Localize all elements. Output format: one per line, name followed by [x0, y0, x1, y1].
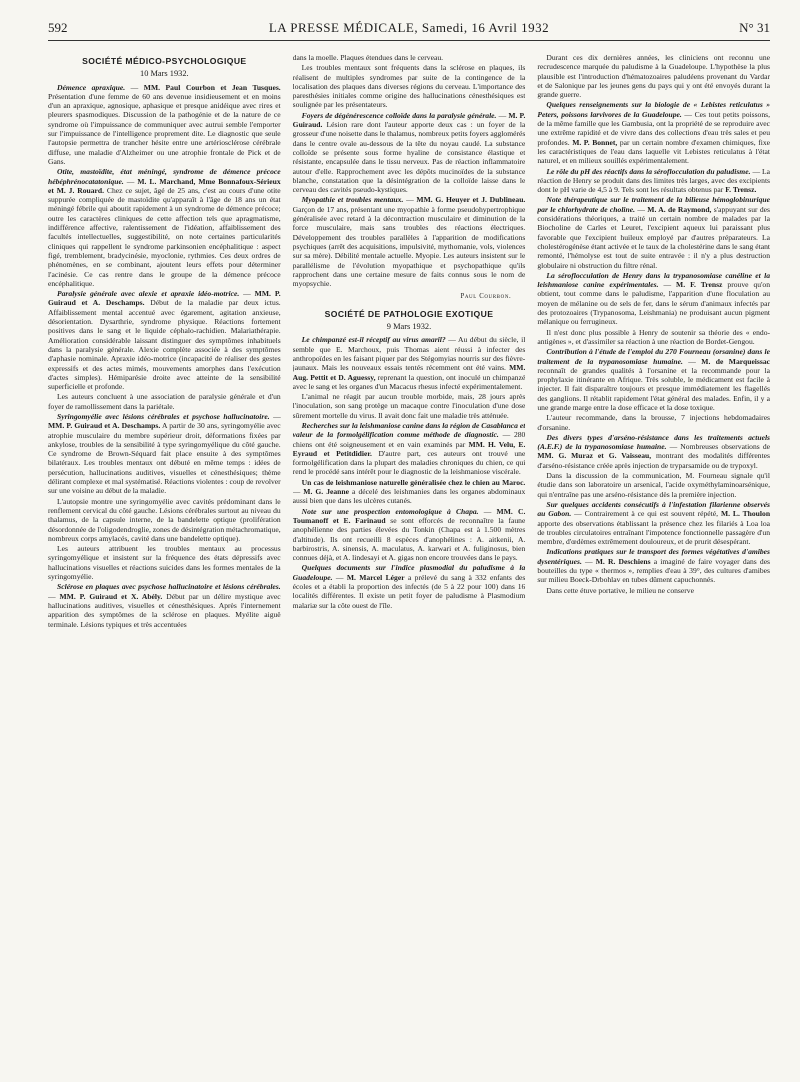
column-2 — [293, 53, 526, 1073]
paragraph: Les auteurs concluent à une association de paralysie générale et d'un foyer de ramollissement dans la pariétale. — [48, 392, 281, 411]
article: Le rôle du pH des réactifs dans la séroflocculation du paludisme. — La réaction de Henry se produit dans des limites très larges, avec des excipients dont le pH varie de 4,5 à 9. Tels sont les résultats obtenus par F. Trensz. — [537, 166, 770, 195]
article: Foyers de dégénérescence colloïde dans la paralysie générale. — M. P. Guiraud. Lésion rare dont l'auteur apporte deux cas : un foyer de la grosseur d'une noisette dans le thalamus, nombreux petits foyers agglomérés dans le centre ovale au-dessous de la tête du noyau caudé. La substance colloïde se présente sous forme hyaline de consistance élastique et résistante, encapsulée dans le tissu nerveux. Pas de réaction inflammatoire autour d'elle. Rapprochement avec les dépôts mucinoïdes de la substance blanche, constatation que la désintégration de la colloïde laisse dans le cerveau des cavités pseudo-kystiques. — [292, 110, 526, 195]
article: Note sur une prospection entomologique à Chapa. — MM. C. Toumanoff et E. Farinaud se sont efforcés de reconnaître la faune anophélienne des parties élevées du Tonkin (Chapa est à 1.500 mètres d'altitude). Ils ont recueilli 8 espèces d'anophélines : A. aitkenii, A. barbirostris, A. sinensis, A. maculatus, A. karwari et A. fuliginosus, bien connues déjà, et A. lindesayi et A. gigas non encore trouvées dans le pays. — [292, 506, 526, 563]
column-3 — [537, 53, 770, 1073]
section-heading: SOCIÉTÉ DE PATHOLOGIE EXOTIQUE — [324, 308, 494, 319]
article: Quelques renseignements sur la biologie de « Lebistes reticulatus » Peters, poissons larvivores de la Guadeloupe. — Ces tout petits poissons, de la même famille que les Gambusia, ont la propriété de se reproduire avec une extrême rapidité et de vivre dans des collections d'eau très sales et peu profondes. M. P. Bonnet, par un certain nombre d'examen chimiques, fixe les caractéristiques de l'eau dans laquelle vit Lebistes reticulatus à l'état naturel, et en milieux souillés expérimentalement. — [537, 100, 770, 166]
section-heading: SOCIÉTÉ MÉDICO-PSYCHOLOGIQUE — [82, 56, 247, 66]
article: Démence apraxique. — MM. Paul Courbon et Jean Tusques. Présentation d'une femme de 60 ans devenue insidieusement et en moins d'un an apraxique, agnosique, aphasique et presque anidéique avec rires et pleurers spasmodiques. Discussion de la pathogénie et de la nature de ce syndrome où l'impuissance de communiquer avec autrui semble l'emporter sur l'impuissance de l'intelligence proprement dite. Le diagnostic que seule l'autopsie permettra de trancher hésite entre une artériosclérose cérébrale diffuse, une maladie d'Alzheimer ou une atrophie frontale de Pick et de Gans. — [48, 82, 281, 166]
page-number: 592 — [48, 20, 68, 35]
article: Contribution à l'étude de l'emploi du 270 Fourneau (orsanine) dans le traitement de la trypanosomiase humaine. — M. de Marqueissac reconnaît de grandes qualités à l'orsanine et la recommande pour la prophylaxie itinérante en Afrique. Très soluble, le médicament est facile à injecter. Il fait disparaître toujours et presque immédiatement les flagellés des ganglions. Il rétablit rapidement l'état général des malades. Enfin, il y a une grande marge entre la dose efficace et la dose toxique. — [537, 347, 770, 412]
issue-number: N° 31 — [739, 20, 770, 35]
paragraph: Dans cette étuve portative, le milieu ne conserve — [546, 585, 694, 595]
journal-title: LA PRESSE MÉDICALE, Samedi, 16 Avril 1932 — [268, 20, 550, 35]
article: Otite, mastoïdite, état méningé, syndrome de démence précoce hébéphrénocatatonique. — M. L. Marchand, Mme Bonnafoux-Sérieux et M. J. Rouard. Chez ce sujet, âgé de 25 ans, c'est au cours d'une otite suppurée compliquée de mastoïdite qu'apparaît à l'âge de 18 ans un état méningé fébrile qui aboutit rapidement à un syndrome de démence précoce; outre les caractères cliniques de cette affection tels que apragmatisme, indifférence affective, ralentissement de l'idéation, affaiblissement des facultés intellectuelles, suggestibilité, on note certaines particularités cliniques qui rappellent le syndrome parkinsonien encéphalitique : aspect figé, tremblement, bradycinésie, myoclonie, rythmies. Ces deux ordres de phénomènes, en se combinant, ajoutent leurs effets pour déterminer l'acinésie. Ce cas rentre dans le groupe de la démence précoce encéphalitique. — [48, 167, 281, 288]
paragraph: L'animal ne réagit par aucun trouble morbide, mais, 28 jours après l'inoculation, son sang protège un macaque contre l'inoculation d'une dose sûrement mortelle du virus. Il avait donc fait une maladie très atténuée. — [292, 392, 526, 420]
paragraph: Les troubles mentaux sont fréquents dans la sclérose en plaques, ils réalisent de multiples syndromes par suite de la contingence de la localisation des plaques dans diverses régions du cerveau. L'importance des paresthésies initiales comme origine des hallucinations cénesthésiques est soulignée par les présentateurs. — [292, 63, 526, 110]
article: Recherches sur la leishmaniose canine dans la région de Casablanca et valeur de la formolgélification comme méthode de diagnostic. — 280 chiens ont été soigneusement et en vain examinés par MM. H. Velu, E. Eyraud et Petitdidier. D'autre part, ces auteurs ont trouvé une formolgélification dans la plupart des maladies chroniques du chien, ce qui rend le procédé sans intérêt pour le diagnostic de la leishmaniose viscérale. — [292, 420, 526, 477]
paragraph: L'autopsie montre une syringomyélie avec cavités prédominant dans le renflement cervical du côté gauche. Lésions cérébrales surtout au niveau du thalamus, de la capsule interne, de la bandelette optique (prolifération désordonnée de l'oligodendroglie, zones de désintégration métachromatique, nombreux corps amylacés, cavité dans une bandelette optique). — [48, 496, 281, 543]
article: Sclérose en plaques avec psychose hallucinatoire et lésions cérébrales. — MM. P. Guiraud et X. Abély. Début par un délire mystique avec hallucinations auditives, visuelles et cénesthésiques. Après l'internement apparition des symptômes de la sclérose en plaques. Myélite aiguë terminale. Lésions typiques et très accentuées — [48, 582, 281, 629]
article: Note thérapeutique sur le traitement de la bilieuse hémoglobinurique par le chlorhydrate de choline. — M. A. de Raymond, s'appuyant sur des considérations théoriques, a traité un certain nombre de malades par la Biocholine de Carles et Leuret, l'excipient aqueux lui paraissant plus favorable que l'excipient huileux employé par d'autres préparateurs. La cholestérogénèse étant activée et le taux de la cholestérine dans le sang étant remonté, l'hémolyse est tout de suite entravée : il n'y a plus destruction globulaire ni obstruction du filtre rénal. — [537, 195, 770, 270]
article: La séroflocculation de Henry dans la trypanosomiase canéline et la leishmaniose canine expérimentales. — M. F. Trensz prouve qu'on obtient, tout comme dans le paludisme, l'apparition d'une floculation au moyen de mélanine ou de sels de fer, dans le sérum d'animaux infectés par des protozoaires (Trypanosoma, Leishmania) ne produisant aucun pigment mélanique ou ferrugineux. — [537, 270, 770, 327]
article: Syringomyélie avec lésions cérébrales et psychose hallucinatoire. — MM. P. Guiraud et A. Deschamps. A partir de 30 ans, syringomyélie avec atrophie musculaire du membre supérieur droit, déformations fixées par ankylose, troubles de la sensibilité à type syringomyélique du côté gauche. Ce syndrome de Brown-Séquard fait place ensuite à des symptômes bilatéraux. Les troubles mentaux ont débuté en même temps : idées de persécution, hallucinations auditives, visuelles et cénesthésiques; thème délirant complexe et mal systématisé. Réactions violentes : coup de revolver sur une voisine au début de la maladie. — [48, 411, 281, 496]
article: Paralysie générale avec alexie et apraxie idéo-motrice. — MM. P. Guiraud et A. Deschamps. Début de la maladie par deux ictus. Affaiblissement mental accentué avec égarement, agitation anxieuse, désorientation. Dysarthrie, syndrome physique. Réactions fortement positives dans le sang et le liquide céphalo-rachidien. Malariathérapie. Amélioration considérable laissant distinguer des symptômes inhabituels dans la paralysie générale. Alexie complète associée à des symptômes d'aphasie nominale. Apraxie idéo-motrice (incapacité de réaliser des gestes expressifs et des actes mimés, mouvements amorphes dans l'exécution d'actes simples). Hémiparésie droite avec atteinte de la sensibilité superficielle et profonde. — [48, 289, 281, 392]
article: Des divers types d'arséno-résistance dans les traitements actuels (A.E.F.) de la trypanosomiase humaine. — Nombreuses observations de MM. G. Muraz et G. Vaisseau, montrant des modalités différentes d'arséno-résistance créée après injection de tryparsamide ou de trypoxyl. — [537, 432, 770, 470]
paragraph: Il n'est donc plus possible à Henry de soutenir sa théorie des « endo-antigènes », et d'assimiler sa réaction à une réaction de Bordet-Gengou. — [537, 327, 770, 346]
column-1 — [48, 53, 281, 1073]
article: Un cas de leishmaniose naturelle généralisée chez le chien au Maroc. — M. G. Jeanne a décelé des leishmanies dans les organes abdominaux aussi bien que dans les ulcères cutanés. — [292, 477, 526, 506]
paragraph: Les auteurs attribuent les troubles mentaux au processus syringomyélique et insistent sur la fréquence des états dépressifs avec hallucinations visuelles et réactions suicides dans les formes mentales de la syringomyélie. — [48, 544, 281, 582]
paragraph: Dans la discussion de la communication, M. Fourneau signale qu'il étudie dans son laboratoire un arsenical, l'acide oxyméthylaminoarsénique, qui n'entraîne pas une arséno-résistance dès la première injection. — [537, 471, 770, 499]
article: Le chimpanzé est-il réceptif au virus amaril? — Au début du siècle, il semble que E. Marchoux, puis Thomas aient réussi à infecter des anthropoïdes en les faisant piquer par des Stégomyias nourris sur des fièvre-jaunaux. Mais les nouveaux essais tentés récemment ont été vains. MM. Aug. Pettit et D. Aguessy, reprenant la question, ont inoculé un chimpanzé avec le sang et les organes d'un Macacus rhesus infecté expérimentalement. — [292, 335, 526, 391]
paragraph: L'auteur recommande, dans la brousse, 7 injections hebdomadaires d'orsanine. — [537, 413, 770, 432]
paragraph: dans la moelle. Plaques étendues dans le cerveau. — [292, 53, 444, 62]
signature: Paul Courbon. — [460, 293, 512, 301]
article: Sur quelques accidents consécutifs à l'infestation filarienne observés au Gabon. — Contrairement à ce qui est souvent répété, M. L. Thoulon apporte des observations établissant la présence chez les filariés à Loa loa de troubles circulatoires entraînant l'impotence fonctionnelle passagère d'un membre, d'œdèmes extrêmement douloureux, et de prurit désespérant. — [537, 499, 770, 547]
article: Quelques documents sur l'indice plasmodial du paludisme à la Guadeloupe. — M. Marcel Léger a prélevé du sang à 332 enfants des écoles et a établi la proportion des infectés (de 5 à 22 pour 100) dans 16 localités différentes. Il existe un petit foyer de paludisme à Plasmodium malariæ sur la côte ouest de l'île. — [292, 563, 526, 610]
text-columns — [48, 53, 770, 1073]
article: Myopathie et troubles mentaux. — MM. G. Heuyer et J. Dublineau. Garçon de 17 ans, présentant une myopathie à forme pseudohypertrophique généralisée avec retard à la décontraction musculaire et diminution de la force musculaire, mais sans troubles des réactions électriques. Développement des troubles parallèles à l'apparition de modifications psychiques (arrêt des acquisitions, impulsivité, mythomanie, vols, violences sur sa mère). Débilité mentale actuelle. Myopie. Les auteurs insistent sur le parallélisme de l'évolution myopathique et psychopathique qu'ils rapprochent dans une certaine mesure de faits connus sous le nom de myopsychie. — [292, 195, 526, 289]
article: Indications pratiques sur le transport des formes végétatives d'amibes dysentériques. — M. R. Deschiens a imaginé de faire voyager dans des bouteilles du type « thermos », remplies d'eau à 39°, des cultures d'amibes sur milieu Boeck-Drbohlav en tubes dûment capuchonnés. — [537, 547, 770, 585]
section-date: 10 Mars 1932. — [140, 69, 189, 79]
running-header — [48, 18, 770, 41]
paragraph: Durant ces dix dernières années, les cliniciens ont reconnu une recrudescence marquée du paludisme à la Guadeloupe. L'hypothèse la plus plausible est l'introduction d'hématozoaires paludéens provenant du Vardar et de Salonique par les jeunes gens du pays qui y ont été envoyés durant la grande guerre. — [537, 53, 770, 100]
section-date: 9 Mars 1932. — [386, 322, 432, 332]
